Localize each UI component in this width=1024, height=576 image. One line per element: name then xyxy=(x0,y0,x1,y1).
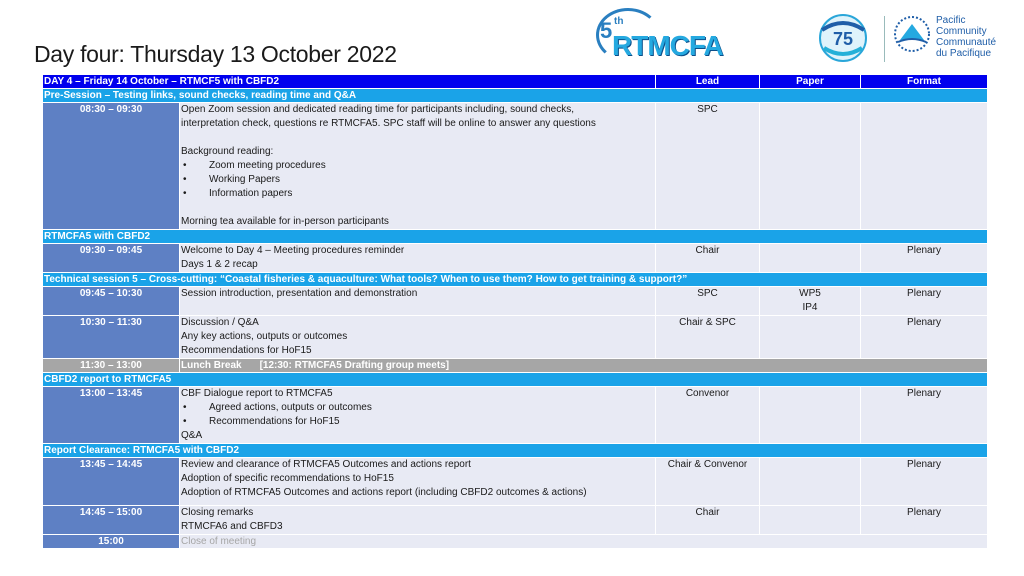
description-line: Discussion / Q&A xyxy=(181,317,259,328)
row-description xyxy=(180,103,656,230)
row-time: 10:30 – 11:30 xyxy=(43,316,180,359)
row-lead: SPC xyxy=(656,103,760,230)
row-time: 08:30 – 09:30 xyxy=(43,103,180,230)
agenda-row xyxy=(43,244,988,273)
section-row-cbfd2 xyxy=(43,373,988,387)
description-line: Adoption of specific recommendations to HoF15 xyxy=(181,473,394,484)
logo-text: RTMCFA xyxy=(612,30,723,61)
row-lead: Chair xyxy=(656,506,760,535)
description-line: interpretation check, questions re RTMCFA5. SPC staff will be online to answer any questions xyxy=(181,118,596,129)
bullet-item: • Information papers xyxy=(181,187,654,201)
row-description xyxy=(180,244,656,273)
agenda-row xyxy=(43,387,988,444)
anniversary-logo xyxy=(812,12,874,64)
spc-line: Pacific xyxy=(936,15,966,26)
table-header-row xyxy=(43,75,988,89)
row-paper xyxy=(760,506,861,535)
spc-line: Community xyxy=(936,26,987,37)
row-paper xyxy=(760,244,861,273)
description-line: Review and clearance of RTMCFA5 Outcomes and actions report xyxy=(181,459,471,470)
description-line: Closing remarks xyxy=(181,507,254,518)
section-row-rtmcfa5 xyxy=(43,230,988,244)
row-format: Plenary xyxy=(861,287,988,316)
closing-row xyxy=(43,535,988,549)
row-description xyxy=(180,458,656,506)
row-paper xyxy=(760,458,861,506)
description-line: CBF Dialogue report to RTMCFA5 xyxy=(181,388,333,399)
row-description xyxy=(180,506,656,535)
logo-divider xyxy=(884,16,885,62)
agenda-row xyxy=(43,316,988,359)
row-description xyxy=(180,287,656,316)
row-time: 15:00 xyxy=(43,535,180,549)
rtmcfa-logo xyxy=(596,8,748,66)
row-description xyxy=(180,316,656,359)
spc-line: Communauté xyxy=(936,37,997,48)
row-paper xyxy=(760,316,861,359)
row-format: Plenary xyxy=(861,458,988,506)
section-title: Pre-Session – Testing links, sound checks, reading time and Q&A xyxy=(43,89,988,103)
anniversary-number: 75 xyxy=(832,29,854,49)
description-line: Recommendations for HoF15 xyxy=(181,345,312,356)
bullet-item: • Recommendations for HoF15 xyxy=(181,415,654,429)
break-row xyxy=(43,359,988,373)
description-line: Any key actions, outputs or outcomes xyxy=(181,331,348,342)
row-lead: Convenor xyxy=(656,387,760,444)
row-format: Plenary xyxy=(861,387,988,444)
spc-emblem-icon xyxy=(892,14,932,54)
spc-logo xyxy=(884,12,1004,68)
header-lead: Lead xyxy=(656,75,760,89)
row-format: Plenary xyxy=(861,506,988,535)
anniversary-emblem-icon xyxy=(812,12,874,64)
spc-name xyxy=(936,15,996,59)
row-lead: SPC xyxy=(656,287,760,316)
bullet-item: • Zoom meeting procedures xyxy=(181,159,654,173)
row-time: 13:45 – 14:45 xyxy=(43,458,180,506)
description-line: Open Zoom session and dedicated reading time for participants including, sound checks, xyxy=(181,104,575,115)
paper-ref: IP4 xyxy=(802,302,818,313)
row-format: Plenary xyxy=(861,244,988,273)
section-title: RTMCFA5 with CBFD2 xyxy=(43,230,988,244)
row-lead: Chair & Convenor xyxy=(656,458,760,506)
description-line: Welcome to Day 4 – Meeting procedures reminder xyxy=(181,245,405,256)
description-line: Morning tea available for in-person participants xyxy=(181,216,389,227)
description-line: Adoption of RTMCFA5 Outcomes and actions report (including CBFD2 outcomes & actions) xyxy=(181,487,587,498)
description-line: Q&A xyxy=(181,430,203,441)
agenda-row xyxy=(43,506,988,535)
row-paper xyxy=(760,103,861,230)
row-time: 14:45 – 15:00 xyxy=(43,506,180,535)
section-row-pre-session xyxy=(43,89,988,103)
bullet-item: • Agreed actions, outputs or outcomes xyxy=(181,401,654,415)
row-time: 13:00 – 13:45 xyxy=(43,387,180,444)
row-lead: Chair & SPC xyxy=(656,316,760,359)
section-title: Technical session 5 – Cross-cutting: “Coastal fisheries & aquaculture: What tools? When to use them? How to get training & support?” xyxy=(43,273,988,287)
description-line: RTMCFA6 and CBFD3 xyxy=(181,521,283,532)
header-format: Format xyxy=(861,75,988,89)
logo-number: 5 xyxy=(600,18,613,43)
row-time: 09:45 – 10:30 xyxy=(43,287,180,316)
row-format xyxy=(861,103,988,230)
row-paper xyxy=(760,387,861,444)
agenda-row xyxy=(43,458,988,506)
description-line: Session introduction, presentation and demonstration xyxy=(181,288,418,299)
row-lead: Chair xyxy=(656,244,760,273)
row-time: 11:30 – 13:00 xyxy=(43,359,180,373)
logo-superscript: th xyxy=(614,16,624,27)
section-title: Report Clearance: RTMCFA5 with CBFD2 xyxy=(43,444,988,458)
bullet-item: • Working Papers xyxy=(181,173,654,187)
break-description xyxy=(180,359,988,373)
section-row-report-clearance xyxy=(43,444,988,458)
row-time: 09:30 – 09:45 xyxy=(43,244,180,273)
header-title: DAY 4 – Friday 14 October – RTMCF5 with CBFD2 xyxy=(43,75,656,89)
reading-label: Background reading: xyxy=(181,146,274,157)
row-description xyxy=(180,387,656,444)
agenda-table xyxy=(42,74,988,549)
spc-line: du Pacifique xyxy=(936,48,992,59)
row-paper xyxy=(760,287,861,316)
row-format: Plenary xyxy=(861,316,988,359)
description-line: Days 1 & 2 recap xyxy=(181,259,258,270)
header-paper: Paper xyxy=(760,75,861,89)
paper-ref: WP5 xyxy=(799,288,821,299)
agenda-row xyxy=(43,287,988,316)
section-row-technical-session xyxy=(43,273,988,287)
closing-label: Close of meeting xyxy=(180,535,988,549)
section-title: CBFD2 report to RTMCFA5 xyxy=(43,373,988,387)
break-extra: [12:30: RTMCFA5 Drafting group meets] xyxy=(259,360,450,371)
slide-title: Day four: Thursday 13 October 2022 xyxy=(34,41,397,67)
break-label: Lunch Break xyxy=(181,360,242,371)
agenda-row xyxy=(43,103,988,230)
